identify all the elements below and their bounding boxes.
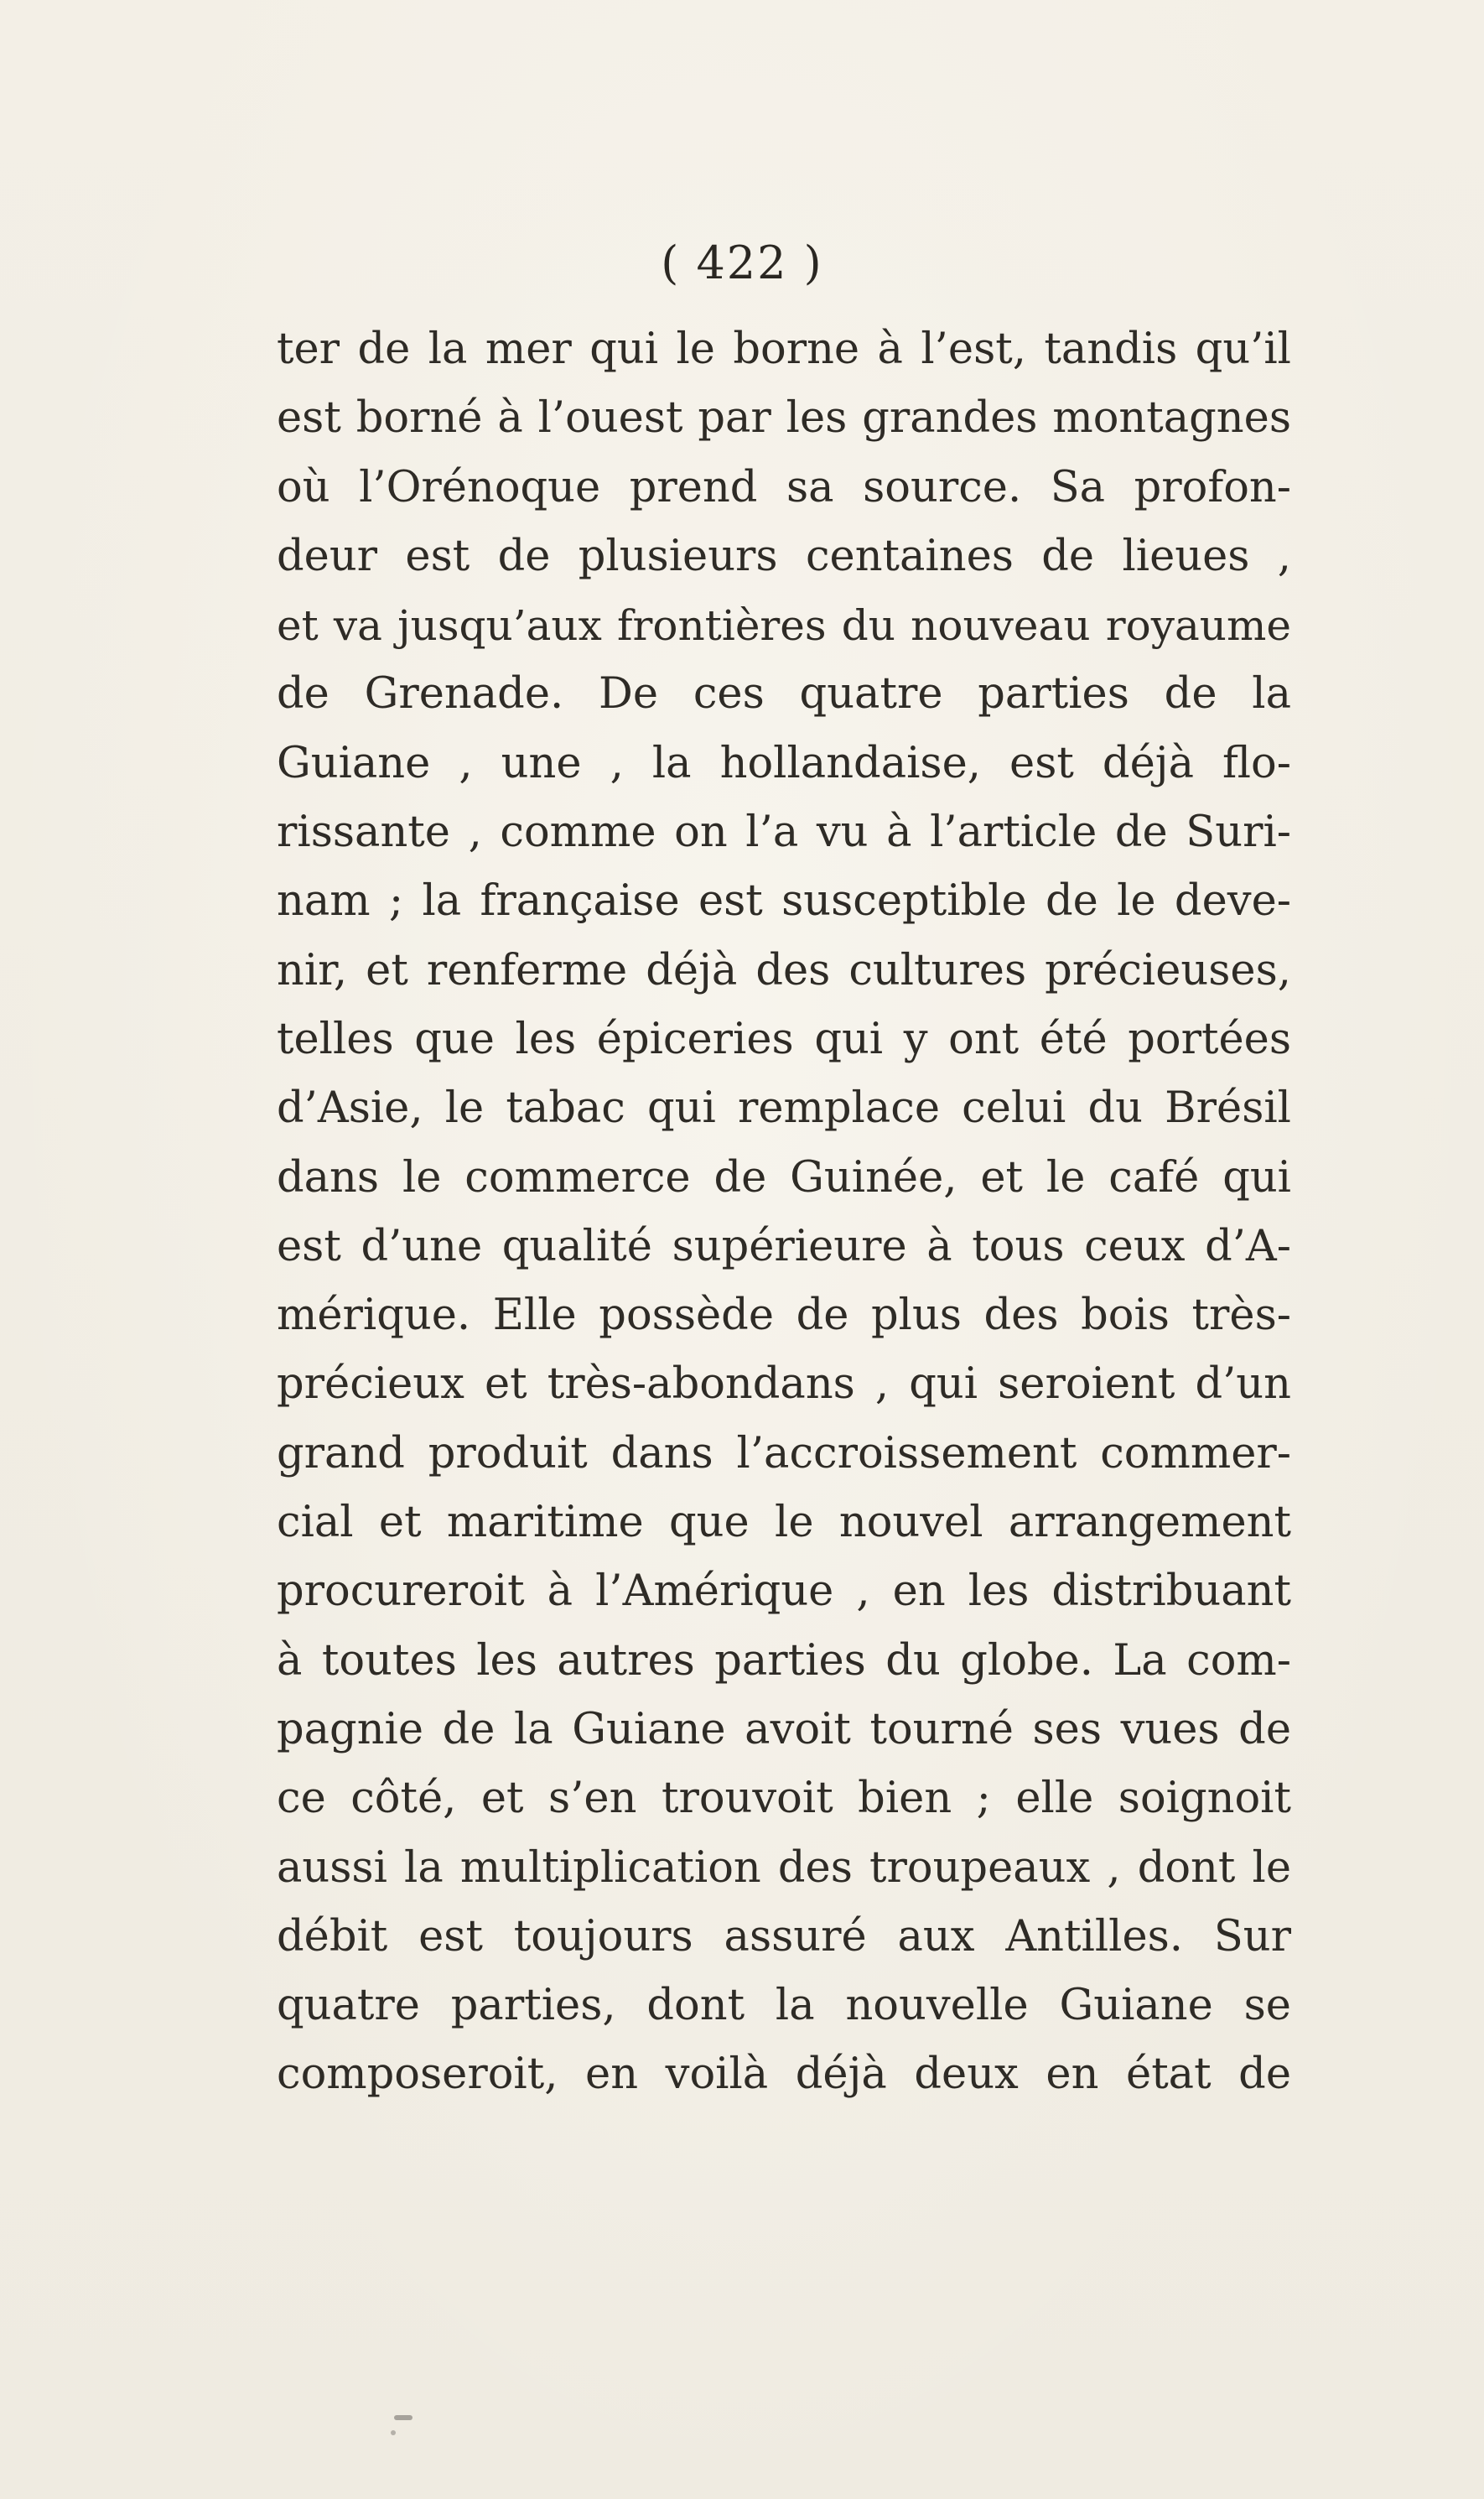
- text-line: précieux et très-abondans , qui seroient d’un: [277, 1359, 1291, 1410]
- ink-speck: [391, 2430, 396, 2435]
- text-line: pagnie de la Guiane avoit tourné ses vues de: [277, 1704, 1291, 1754]
- page-number: ( 422 ): [661, 236, 823, 289]
- text-line: mérique. Elle possède de plus des bois très-: [277, 1291, 1291, 1341]
- text-line: procureroit à l’Amérique , en les distribuant: [277, 1566, 1291, 1617]
- text-line: où l’Orénoque prend sa source. Sa profon-: [277, 462, 1291, 512]
- text-line: d’Asie, le tabac qui remplace celui du Brésil: [277, 1083, 1291, 1134]
- text-line: rissante , comme on l’a vu à l’article de Suri-: [277, 808, 1291, 858]
- text-line: quatre parties, dont la nouvelle Guiane se: [277, 1981, 1291, 2031]
- text-line: est d’une qualité supérieure à tous ceux d’A-: [277, 1221, 1291, 1271]
- text-line: dans le commerce de Guinée, et le café qui: [277, 1152, 1291, 1203]
- text-line: cial et maritime que le nouvel arrangement: [277, 1498, 1291, 1548]
- text-line: ce côté, et s’en trouvoit bien ; elle soignoit: [277, 1774, 1291, 1824]
- text-line: à toutes les autres parties du globe. La com-: [277, 1635, 1291, 1686]
- text-line: deur est de plusieurs centaines de lieues ,: [277, 531, 1291, 581]
- text-line: ter de la mer qui le borne à l’est, tandis qu’il: [277, 325, 1291, 374]
- text-line: telles que les épiceries qui y ont été portées: [277, 1014, 1291, 1064]
- text-line: nir, et renferme déjà des cultures précieuses,: [277, 945, 1291, 995]
- text-line: de Grenade. De ces quatre parties de la: [277, 669, 1291, 720]
- text-line: débit est toujours assuré aux Antilles. Sur: [277, 1911, 1291, 1961]
- ink-speck: [394, 2415, 413, 2420]
- text-line: aussi la multiplication des troupeaux , dont le: [277, 1842, 1291, 1893]
- text-line: grand produit dans l’accroissement commer-: [277, 1428, 1291, 1478]
- text-line: nam ; la française est susceptible de le deve-: [277, 876, 1291, 927]
- text-line: et va jusqu’aux frontières du nouveau royaume: [277, 601, 1291, 651]
- text-line: Guiane , une , la hollandaise, est déjà flo-: [277, 738, 1291, 788]
- text-line: est borné à l’ouest par les grandes montagnes: [277, 393, 1291, 444]
- text-line: composeroit, en voilà déjà deux en état de: [277, 2050, 1291, 2100]
- body-text: [277, 315, 1291, 2110]
